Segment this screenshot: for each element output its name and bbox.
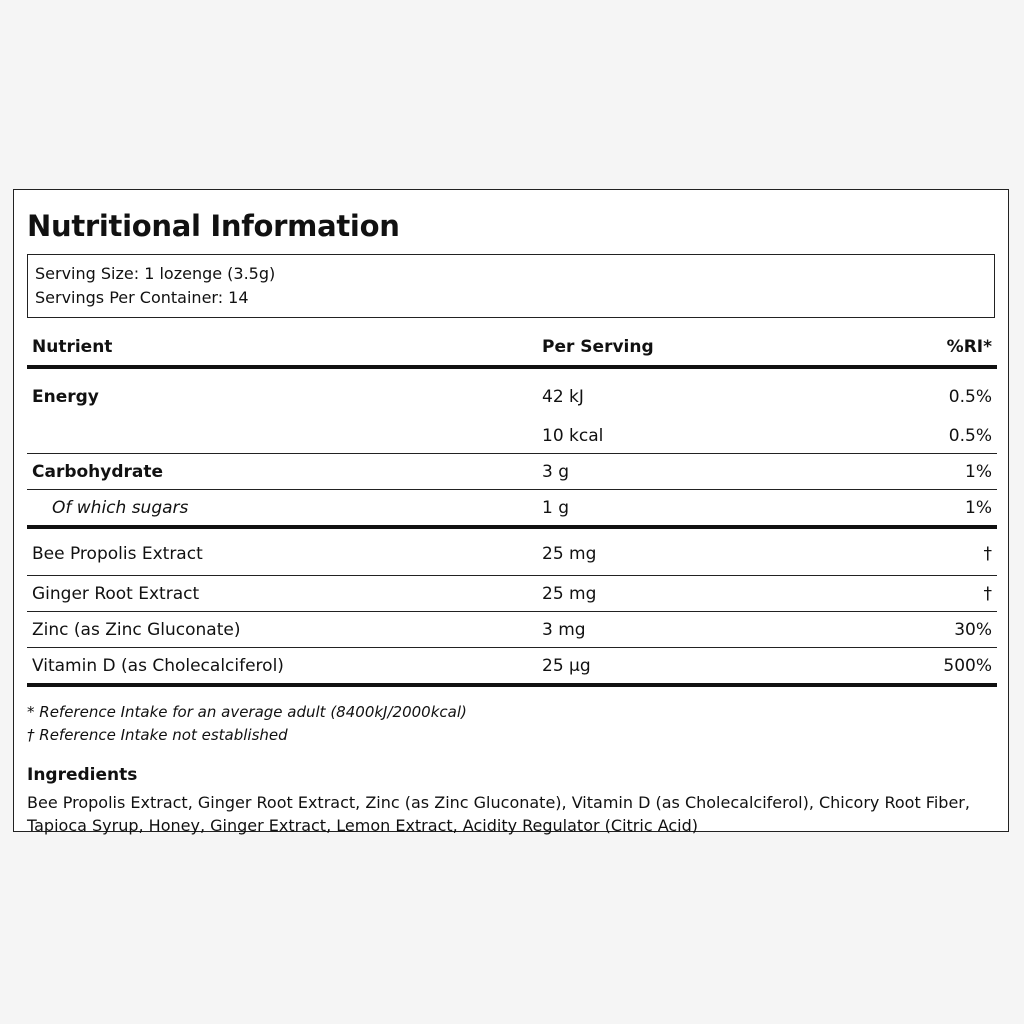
table-row-vitamin-d xyxy=(27,648,997,686)
row-per-serving: 3 g xyxy=(537,454,867,490)
footnote-reference-intake: * Reference Intake for an average adult (8400kJ/2000kcal) xyxy=(27,703,467,721)
row-per-serving: 10 kcal xyxy=(537,420,867,454)
table-row-ginger-root xyxy=(27,576,997,612)
table-row-energy-kcal xyxy=(27,420,997,454)
row-per-serving: 25 mg xyxy=(537,576,867,612)
row-nutrient: Vitamin D (as Cholecalciferol) xyxy=(27,648,537,686)
row-per-serving: 42 kJ xyxy=(542,386,584,407)
ingredients-text: Bee Propolis Extract, Ginger Root Extract, Zinc (as Zinc Gluconate), Vitamin D (as Cholecalciferol), Chicory Root Fiber, Tapioca Syrup, Honey, Ginger Extract, Lemon Extract, Acidity Regulator (Citric Acid) xyxy=(27,793,970,835)
table-row-energy-kj xyxy=(27,367,997,420)
serving-size: Serving Size: 1 lozenge (3.5g) xyxy=(35,264,276,283)
row-nutrient: Energy xyxy=(32,386,99,407)
nutrition-panel xyxy=(13,189,1009,835)
row-ri: 1% xyxy=(867,490,997,528)
nutrition-table xyxy=(27,328,997,687)
table-row-bee-propolis xyxy=(27,527,997,576)
row-ri: 30% xyxy=(867,612,997,648)
header-nutrient: Nutrient xyxy=(27,328,537,367)
row-ri: † xyxy=(867,527,997,576)
row-per-serving: 1 g xyxy=(537,490,867,528)
row-nutrient: Carbohydrate xyxy=(27,454,537,490)
table-row-sugars xyxy=(27,490,997,528)
row-nutrient xyxy=(27,420,537,454)
table-row-carbohydrate xyxy=(27,454,997,490)
row-nutrient: Bee Propolis Extract xyxy=(27,527,537,576)
row-nutrient: Zinc (as Zinc Gluconate) xyxy=(27,612,537,648)
servings-per-container: Servings Per Container: 14 xyxy=(35,288,249,307)
row-ri: † xyxy=(867,576,997,612)
row-ri: 1% xyxy=(867,454,997,490)
serving-info-box xyxy=(27,254,995,318)
table-row-zinc xyxy=(27,612,997,648)
header-per-serving: Per Serving xyxy=(537,328,867,367)
row-ri: 0.5% xyxy=(948,386,992,407)
page-title: Nutritional Information xyxy=(27,209,400,243)
row-nutrient: Ginger Root Extract xyxy=(27,576,537,612)
row-per-serving: 25 mg xyxy=(537,527,867,576)
table-header-row xyxy=(27,328,997,367)
row-per-serving: 25 µg xyxy=(537,648,867,686)
footnotes xyxy=(27,701,995,747)
header-ri: %RI* xyxy=(867,328,997,367)
row-nutrient: Of which sugars xyxy=(27,490,537,528)
ingredients-title: Ingredients xyxy=(27,765,138,785)
footnote-not-established: † Reference Intake not established xyxy=(27,726,288,744)
row-per-serving: 3 mg xyxy=(537,612,867,648)
row-ri: 0.5% xyxy=(867,420,997,454)
row-ri: 500% xyxy=(867,648,997,686)
